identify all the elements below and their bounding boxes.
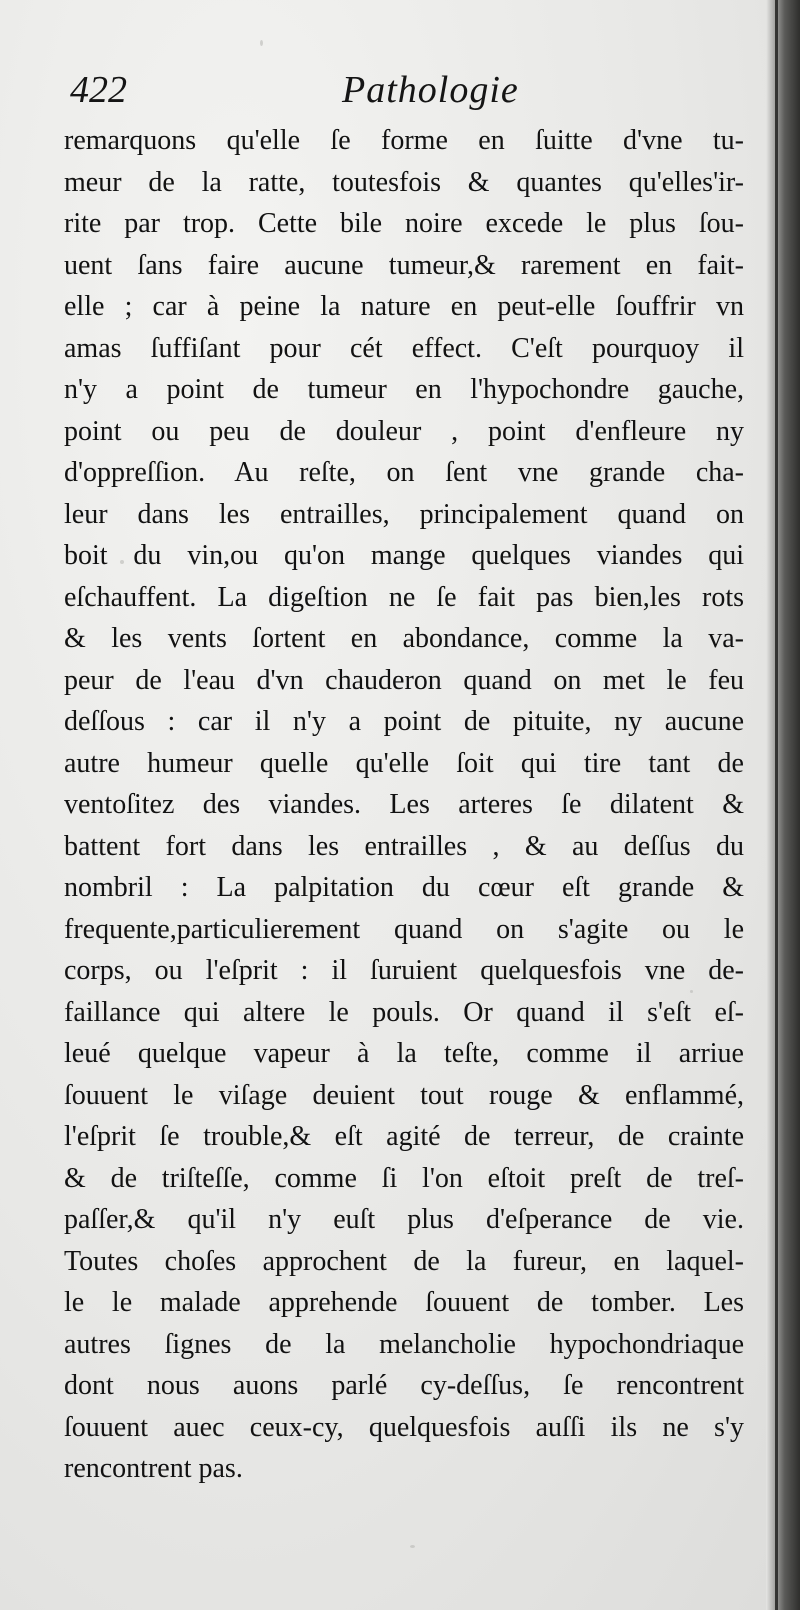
text-line: peur de l'eau d'vn chauderon quand on met le feu — [64, 664, 744, 696]
page-header — [70, 68, 750, 128]
paper-speck — [260, 40, 263, 46]
paper-speck — [410, 1545, 415, 1548]
text-line: rite par trop. Cette bile noire excede le plus ſou- — [64, 208, 744, 239]
text-line: d'oppreſſion. Au reſte, on ſent vne grande cha- — [64, 457, 744, 488]
text-line: leur dans les entrailles, principalement quand on — [64, 498, 744, 530]
text-line: ſouuent auec ceux-cy, quelquesfois auſſi ils ne s'y — [64, 1411, 744, 1443]
text-line: n'y a point de tumeur en l'hypochondre gauche, — [64, 374, 744, 405]
book-binding-edge — [766, 0, 800, 1610]
text-line: nombril : La palpitation du cœur eſt grande & — [64, 872, 744, 903]
text-line: & de triſteſſe, comme ſi l'on eſtoit preſt de treſ- — [64, 1162, 744, 1194]
text-line: deſſous : car il n'y a point de pituite, ny aucune — [64, 706, 744, 737]
text-line: corps, ou l'eſprit : il ſuruient quelquesfois vne de- — [64, 955, 744, 986]
page-number: 422 — [70, 69, 127, 111]
running-title: Pathologie — [342, 69, 519, 111]
text-line: elle ; car à peine la nature en peut-elle ſouffrir vn — [64, 291, 744, 322]
text-line: Toutes choſes approchent de la fureur, en laquel- — [64, 1245, 744, 1277]
text-line: rencontrent pas. — [64, 1453, 243, 1484]
text-line: remarquons qu'elle ſe forme en ſuitte d'vne tu- — [64, 125, 744, 156]
text-line: uent ſans faire aucune tumeur,& rarement en fait- — [64, 249, 744, 281]
text-line: le le malade apprehende ſouuent de tomber. Les — [64, 1287, 744, 1318]
text-line: dont nous auons parlé cy-deſſus, ſe rencontrent — [64, 1370, 744, 1401]
text-line: autre humeur quelle qu'elle ſoit qui tire tant de — [64, 747, 744, 779]
text-line: meur de la ratte, toutesfois & quantes qu'elles'ir- — [64, 166, 744, 198]
binding-shadow-line — [775, 0, 778, 1610]
text-line: leué quelque vapeur à la teſte, comme il arriue — [64, 1038, 744, 1069]
text-line: faillance qui altere le pouls. Or quand il s'eſt eſ- — [64, 996, 744, 1028]
text-line: ventoſitez des viandes. Les arteres ſe dilatent & — [64, 789, 744, 820]
text-line: point ou peu de douleur , point d'enfleure ny — [64, 415, 744, 447]
text-line: & les vents ſortent en abondance, comme la va- — [64, 623, 744, 654]
text-line: autres ſignes de la melancholie hypochondriaque — [64, 1328, 744, 1360]
body-text-block — [64, 120, 744, 1490]
text-line: l'eſprit ſe trouble,& eſt agité de terreur, de crainte — [64, 1121, 744, 1152]
text-line: battent fort dans les entrailles , & au deſſus du — [64, 830, 744, 862]
text-line: eſchauffent. La digeſtion ne ſe fait pas bien,les rots — [64, 581, 744, 613]
text-line: amas ſuffiſant pour cét effect. C'eſt pourquoy il — [64, 332, 744, 364]
text-line: paſſer,& qu'il n'y euſt plus d'eſperance de vie. — [64, 1204, 744, 1235]
text-line: frequente,particulierement quand on s'agite ou le — [64, 913, 744, 945]
text-line: boit du vin,ou qu'on mange quelques viandes qui — [64, 540, 744, 571]
text-line: ſouuent le viſage deuient tout rouge & enflammé, — [64, 1079, 744, 1111]
